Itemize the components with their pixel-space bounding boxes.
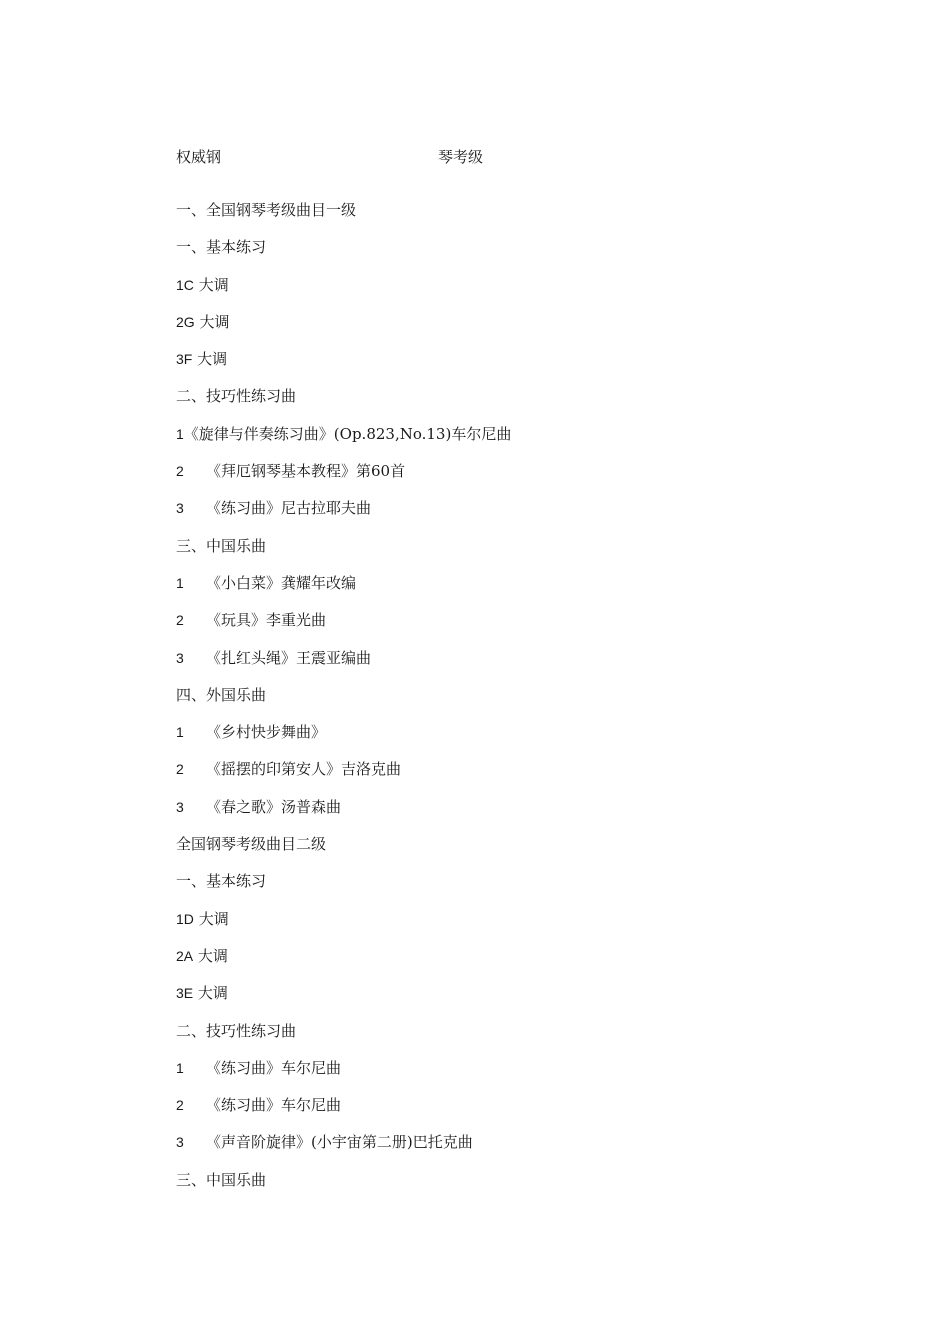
item-number: 3	[176, 798, 184, 815]
item-text: 一、基本练习	[176, 238, 267, 257]
list-item	[176, 944, 796, 981]
item-text: 大调	[197, 946, 228, 965]
section-heading	[176, 534, 796, 571]
section-heading	[176, 869, 796, 906]
list-item	[176, 757, 796, 794]
title-left-text: 权威钢	[176, 148, 222, 166]
item-text: 大调	[198, 909, 229, 928]
list-item	[176, 571, 796, 608]
item-text: 《旋律与伴奏练习曲》(Op.823,No.13)车尔尼曲	[183, 424, 512, 443]
item-text: 一、全国钢琴考级曲目一级	[176, 201, 357, 219]
item-number: 2	[176, 463, 184, 480]
document-title	[176, 146, 776, 170]
list-item	[176, 422, 796, 459]
item-text: 《练习曲》车尔尼曲	[206, 1096, 342, 1115]
item-text: 《练习曲》尼古拉耶夫曲	[206, 499, 372, 518]
list-item	[176, 1130, 796, 1167]
item-text: 二、技巧性练习曲	[176, 1021, 297, 1040]
item-number: 2A	[176, 947, 194, 964]
item-text: 《扎红头绳》王震亚编曲	[206, 648, 372, 667]
section-heading	[176, 832, 796, 869]
item-text: 四、外国乐曲	[176, 685, 267, 704]
item-text: 《声音阶旋律》(小宇宙第二册)巴托克曲	[206, 1133, 473, 1152]
list-item	[176, 1056, 796, 1093]
item-text: 《摇摆的印第安人》吉洛克曲	[206, 760, 402, 779]
item-number: 1C	[176, 276, 194, 293]
list-item	[176, 273, 796, 310]
item-text: 大调	[197, 984, 228, 1003]
item-text: 三、中国乐曲	[176, 536, 267, 555]
item-text: 大调	[199, 312, 230, 331]
list-item	[176, 795, 796, 832]
item-number: 3E	[176, 985, 194, 1002]
item-text: 《乡村快步舞曲》	[206, 723, 327, 742]
item-text: 一、基本练习	[176, 872, 267, 891]
item-number: 1	[176, 574, 184, 591]
list-item	[176, 310, 796, 347]
item-text: 大调	[198, 275, 229, 294]
item-number: 1	[176, 425, 184, 442]
section-heading	[176, 683, 796, 720]
item-number: 3	[176, 500, 184, 517]
section-heading	[176, 198, 796, 235]
list-item	[176, 720, 796, 757]
section-heading	[176, 235, 796, 272]
list-item	[176, 646, 796, 683]
item-text: 《拜厄钢琴基本教程》第60首	[206, 462, 406, 481]
section-heading	[176, 1168, 796, 1205]
list-item	[176, 608, 796, 645]
list-item	[176, 347, 796, 384]
list-item	[176, 907, 796, 944]
title-right-text: 琴考级	[438, 148, 484, 166]
item-number: 1	[176, 724, 184, 741]
item-text: 《小白菜》龚耀年改编	[206, 573, 357, 592]
item-number: 3F	[176, 351, 193, 368]
list-item	[176, 459, 796, 496]
list-item	[176, 981, 796, 1018]
item-text: 二、技巧性练习曲	[176, 387, 297, 406]
item-number: 3	[176, 649, 184, 666]
item-text: 全国钢琴考级曲目二级	[176, 835, 327, 854]
item-number: 1D	[176, 910, 194, 927]
section-heading	[176, 1019, 796, 1056]
item-text: 大调	[197, 350, 228, 369]
item-number: 3	[176, 1134, 184, 1151]
item-number: 2G	[176, 313, 195, 330]
item-text: 《春之歌》汤普森曲	[206, 797, 342, 816]
item-number: 2	[176, 1097, 184, 1114]
item-number: 2	[176, 612, 184, 629]
item-text: 《练习曲》车尔尼曲	[206, 1058, 342, 1077]
item-text: 三、中国乐曲	[176, 1170, 267, 1189]
item-number: 2	[176, 761, 184, 778]
list-item	[176, 1093, 796, 1130]
section-heading	[176, 384, 796, 421]
item-text: 《玩具》李重光曲	[206, 611, 327, 630]
list-item	[176, 496, 796, 533]
document-body	[176, 198, 796, 1205]
item-number: 1	[176, 1059, 184, 1076]
